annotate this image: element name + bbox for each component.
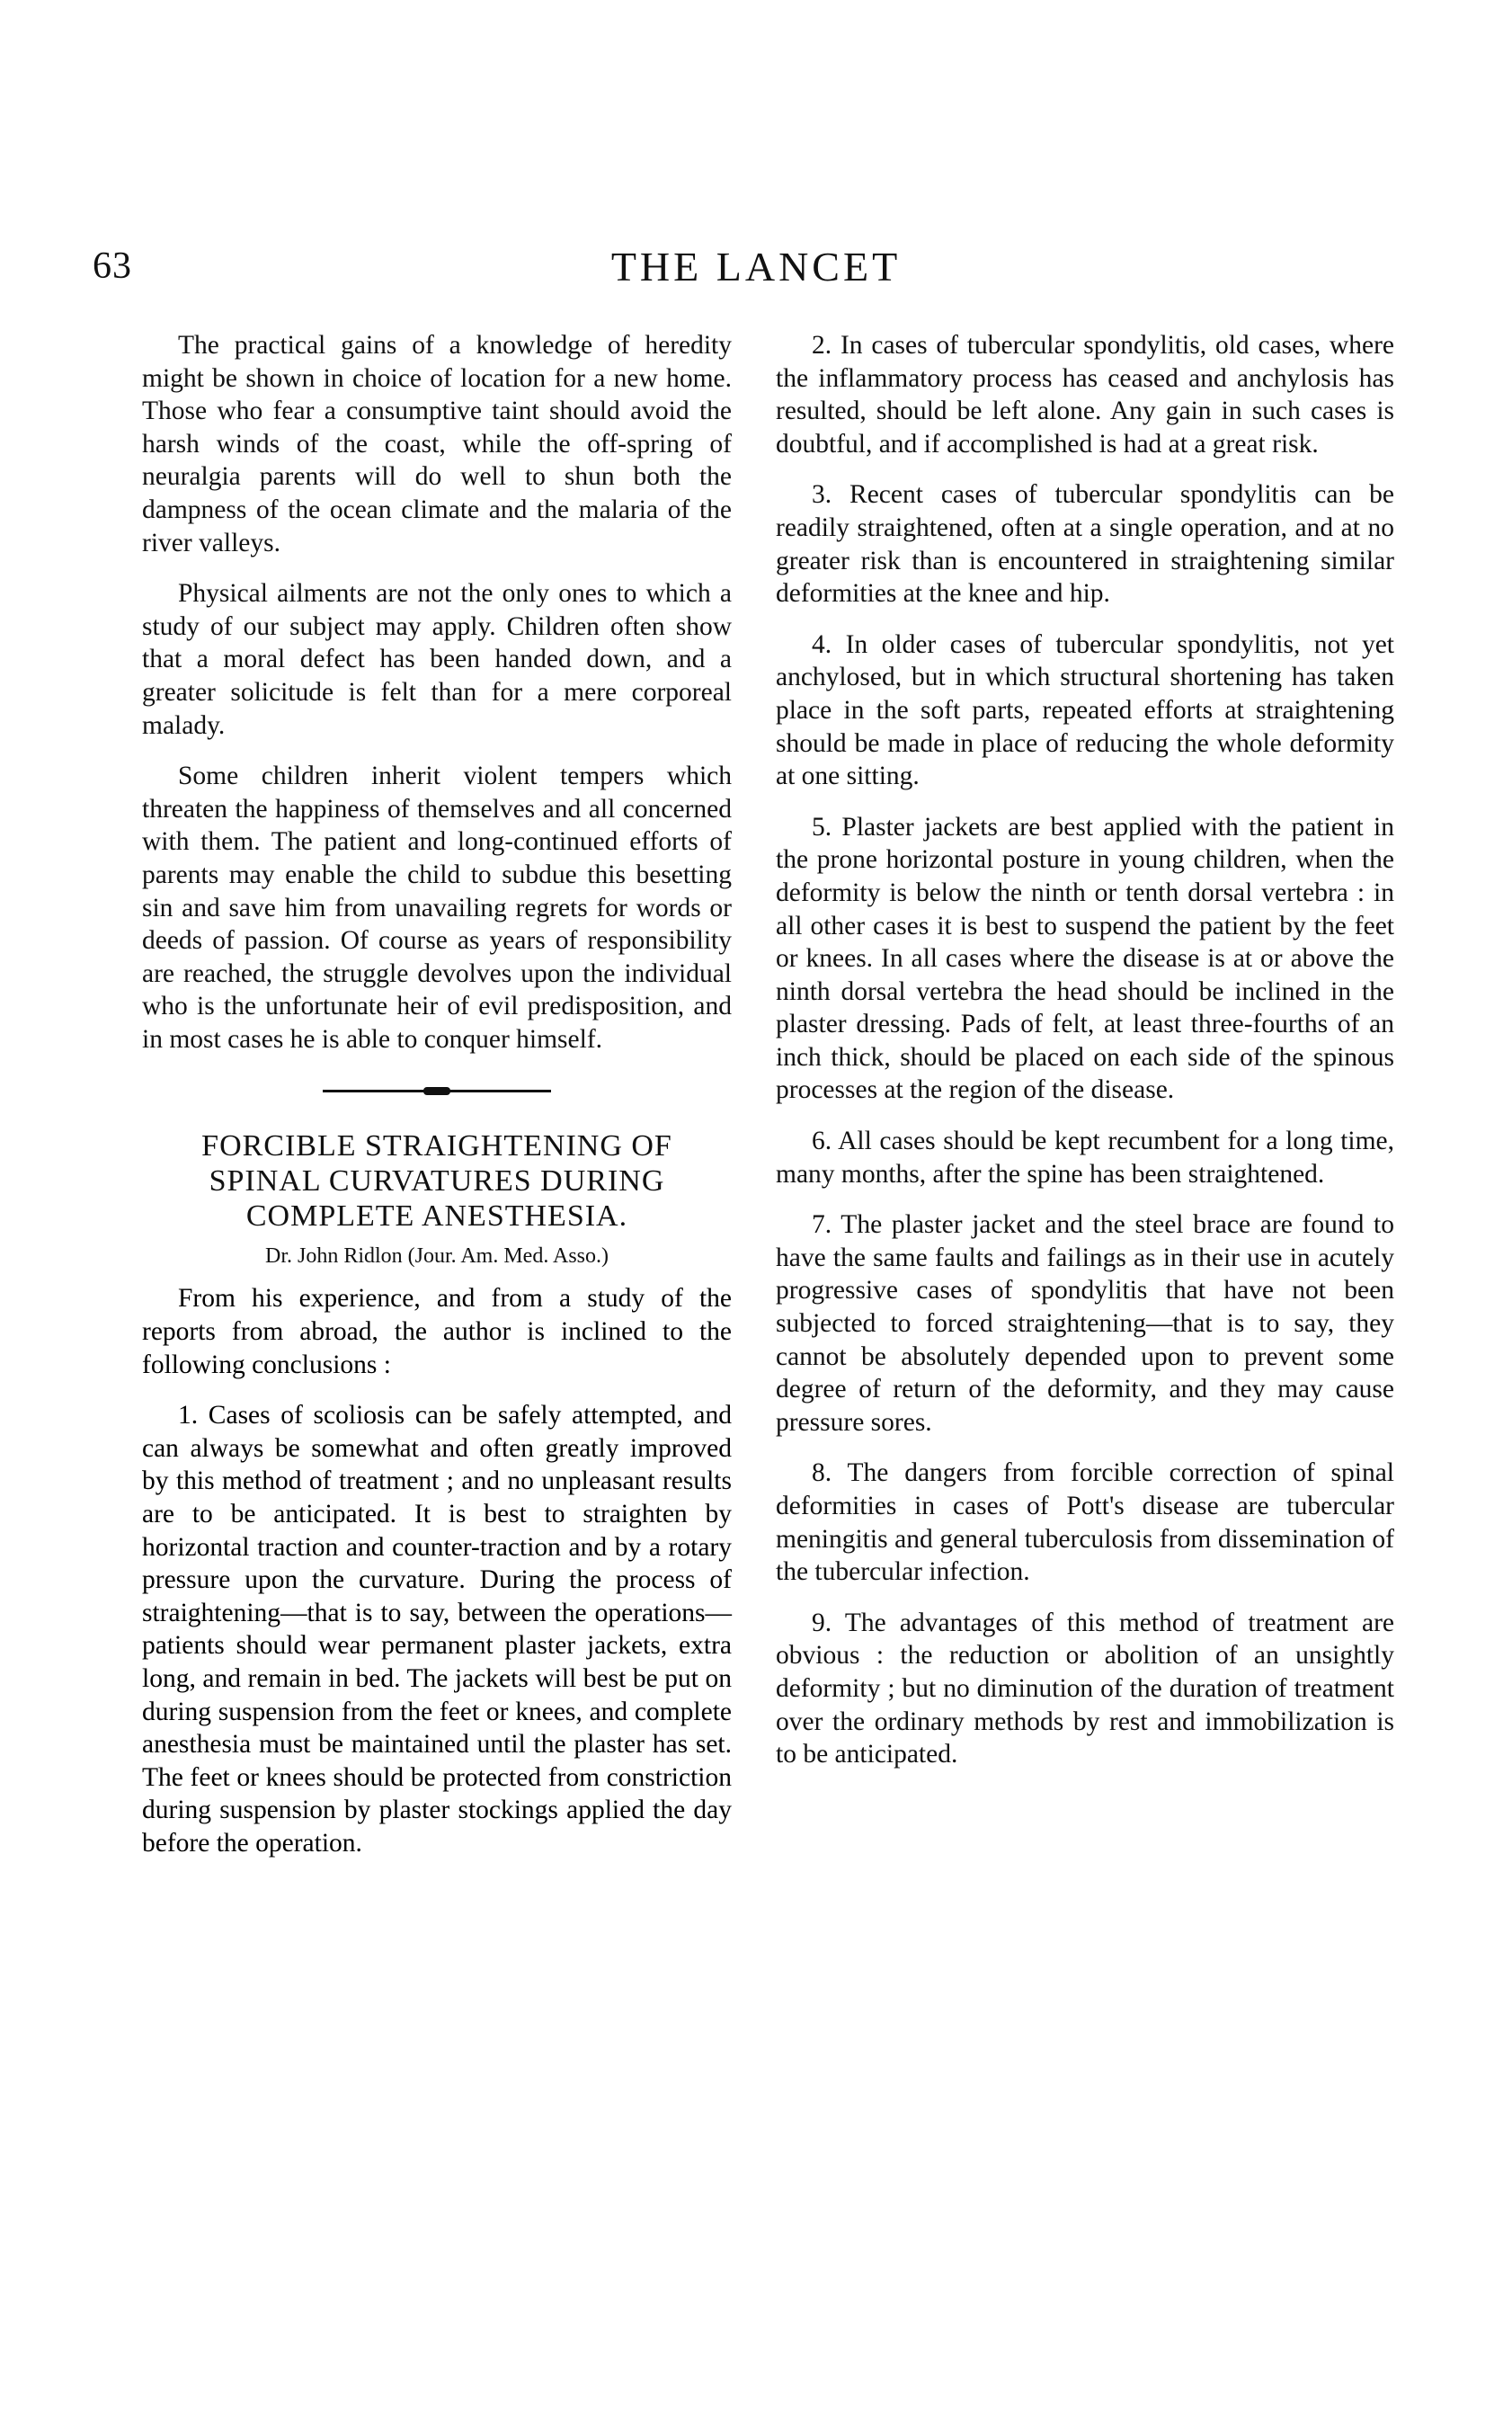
article-byline: Dr. John Ridlon (Jour. Am. Med. Asso.) xyxy=(264,1244,609,1269)
journal-title: THE LANCET xyxy=(610,244,902,290)
article-title-line-2: SPINAL CURVATURES DURING xyxy=(209,1164,665,1199)
conclusion-9: 9. The advantages of this method of treatment are obvious : the reduction or abolition of an unsightly deformity ; but no diminution of the duration of treatment over the ordinary methods by rest and immobilization is to be anticipated. xyxy=(776,1608,1394,1769)
article-title-line-1: FORCIBLE STRAIGHTENING OF xyxy=(201,1129,672,1163)
conclusion-3: 3. Recent cases of tubercular spondylitis can be readily straightened, often at a single operation, and at no greater risk than is encountered in straightening similar deformities at the knee and hip. xyxy=(776,480,1394,609)
conclusion-5: 5. Plaster jackets are best applied with the patient in the prone horizontal posture in young children, when the deformity is below the ninth or tenth dorsal vertebra : in all other cases it is best to suspend the patient by the feet or knees. In all cases where the disease is at or above the ninth dorsal vertebra the head should be inclined in the plaster dressing. Pads of felt, at least three-fourths of an inch thick, should be placed on each side of the spinous processes at the region of the disease. xyxy=(776,812,1394,1105)
page-number: 63 xyxy=(93,245,132,287)
conclusion-1: 1. Cases of scoliosis can be safely attempted, and can always be somewhat and often greatly improved by this method of treatment ; and no unpleasant results are to be anticipated. It is best to straighten by horizontal traction and counter-traction and by a rotary pressure upon the curvature. During the process of straightening—that is to say, between the operations—patients should wear permanent plaster jackets, extra long, and remain in bed. The jackets will best be put on during suspension from the feet or knees, and complete anesthesia must be maintained until the plaster has set. The feet or knees should be protected from constriction during suspension by plaster stockings applied the day before the operation. xyxy=(142,1401,732,1858)
paragraph-moral-defect: Physical ailments are not the only ones to which a study of our subject may apply. Children often show that a moral defect has been handed down, and a greater solicitude is felt than for a mere corporeal malady. xyxy=(142,579,732,740)
conclusion-7: 7. The plaster jacket and the steel brace are found to have the same faults and failings as in their use in acutely progressive cases of spondylitis that have not been subjected to forced straightening—that is to say, they cannot be absolutely depended upon to prevent some degree of return of the deformity, and they may cause pressure sores. xyxy=(776,1210,1394,1437)
right-column xyxy=(776,329,1394,1789)
paragraph-violent-tempers: Some children inherit violent tempers which threaten the happiness of themselves and all concerned with them. The patient and long-continued efforts of parents may enable the child to subdue this besetting sin and save him from unavailing regrets for words or deeds of passion. Of course as years of responsibility are reached, the struggle devolves upon the individual who is the unfortunate heir of evil predisposition, and in most cases he is able to conquer himself. xyxy=(142,762,732,1054)
article-title-line-3: COMPLETE ANESTHESIA. xyxy=(245,1199,628,1234)
article-intro: From his experience, and from a study of the reports from abroad, the author is inclined to the following conclusions : xyxy=(142,1284,732,1379)
conclusion-8: 8. The dangers from forcible correction of spinal deformities in cases of Pott's disease are tubercular meningitis and general tuberculosis from dissemination of the tubercular infection. xyxy=(776,1458,1394,1587)
conclusion-2: 2. In cases of tubercular spondylitis, old cases, where the inflammatory process has ceased and anchylosis has resulted, should be left alone. Any gain in such cases is doubtful, and if accomplished is had at a great risk. xyxy=(776,331,1394,459)
conclusion-6: 6. All cases should be kept recumbent for a long time, many months, after the spine has been straightened. xyxy=(776,1127,1394,1189)
section-divider xyxy=(323,1090,551,1092)
article-title xyxy=(142,1128,732,1234)
conclusion-4: 4. In older cases of tubercular spondylitis, not yet anchylosed, but in which structural shortening has taken place in the soft parts, repeated efforts at straightening should be made in place of reducing the whole deformity at one sitting. xyxy=(776,629,1394,791)
paragraph-heredity-location: The practical gains of a knowledge of heredity might be shown in choice of location for a new home. Those who fear a consumptive taint should avoid the harsh winds of the coast, while the off-spring of neuralgia parents will do well to shun both the dampness of the ocean climate and the malaria of the river valleys. xyxy=(142,331,732,557)
left-column xyxy=(142,329,732,1878)
